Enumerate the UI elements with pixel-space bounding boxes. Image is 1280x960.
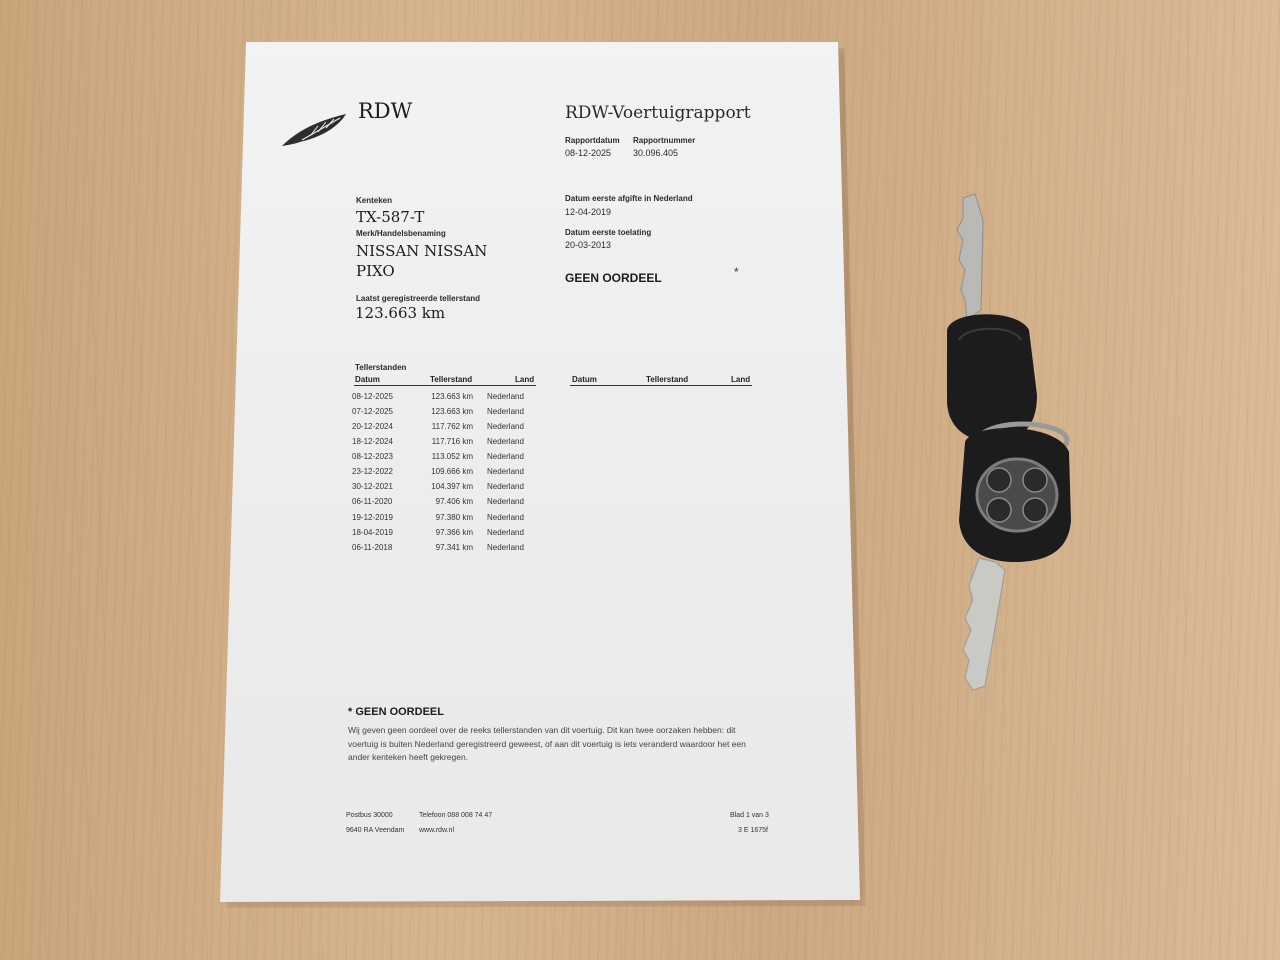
row-date: 08-12-2023 [352, 452, 393, 461]
row-country: Nederland [487, 452, 524, 461]
row-date: 06-11-2018 [352, 543, 393, 552]
col-reading-header-right: Tellerstand [646, 375, 689, 384]
col-date-header-right: Datum [572, 375, 597, 384]
row-country: Nederland [487, 407, 524, 416]
table-rule-left [354, 385, 536, 386]
row-km: 97.366 km [435, 528, 473, 537]
row-date: 06-11-2020 [352, 497, 393, 506]
report-number: 30.096.405 [633, 148, 679, 158]
note-line-1: Wij geven geen oordeel over de reeks tellerstanden van dit voertuig. Dit kan twee oorzaken hebben: dit [348, 725, 736, 735]
table-row [352, 407, 542, 422]
row-date: 23-12-2022 [352, 467, 393, 476]
report-date: 08-12-2025 [565, 148, 612, 158]
row-date: 19-12-2019 [352, 513, 393, 522]
make-line-1: NISSAN NISSAN [356, 242, 488, 260]
report-number-label: Rapportnummer [633, 136, 696, 145]
plate-label: Kenteken [356, 196, 393, 205]
odometer-value: 123.663 km [355, 304, 446, 322]
table-row [352, 452, 542, 467]
row-country: Nederland [487, 497, 524, 506]
col-country-header-right: Land [731, 375, 751, 384]
table-row [352, 392, 542, 407]
footer-page: Blad 1 van 3 [730, 812, 769, 819]
col-reading-header: Tellerstand [430, 375, 473, 384]
row-km: 117.762 km [431, 422, 473, 431]
table-row [352, 482, 542, 497]
row-country: Nederland [487, 392, 524, 401]
row-km: 113.052 km [431, 452, 473, 461]
row-country: Nederland [487, 437, 524, 446]
footer-city: 9640 RA Veendam [346, 827, 405, 834]
footer-web: www.rdw.nl [419, 827, 455, 834]
odometer-label: Laatst geregistreerde tellerstand [356, 294, 481, 303]
table-row [352, 543, 542, 558]
table-row [352, 437, 542, 452]
first-admission-label: Datum eerste toelating [565, 228, 652, 237]
row-date: 08-12-2025 [352, 392, 393, 401]
org-name: RDW [358, 99, 413, 123]
row-date: 20-12-2024 [352, 422, 393, 431]
verdict: GEEN OORDEEL [565, 271, 662, 285]
verdict-mark: * [734, 265, 739, 279]
row-country: Nederland [487, 467, 524, 476]
table-row [352, 497, 542, 512]
row-date: 30-12-2021 [352, 482, 393, 491]
make-line-2: PIXO [356, 262, 395, 280]
car-key-icon [925, 190, 1075, 700]
first-admission-date: 20-03-2013 [565, 240, 612, 250]
col-date-header: Datum [355, 375, 380, 384]
row-date: 07-12-2025 [352, 407, 393, 416]
footer-postbus: Postbus 30000 [346, 812, 393, 819]
row-date: 18-12-2024 [352, 437, 393, 446]
col-country-header: Land [515, 375, 535, 384]
first-nl-date: 12-04-2019 [565, 207, 612, 217]
row-km: 97.341 km [435, 543, 473, 552]
note-line-3: ander kenteken heeft gekregen. [348, 752, 469, 762]
table-row [352, 528, 542, 543]
plate: TX-587-T [356, 208, 425, 226]
report-date-label: Rapportdatum [565, 136, 620, 145]
row-km: 97.380 km [435, 513, 473, 522]
footer-phone: Telefoon 088 008 74 47 [419, 812, 493, 819]
row-country: Nederland [487, 422, 524, 431]
footer-code: 3 E 1675f [738, 827, 768, 834]
table-row [352, 513, 542, 528]
make-label: Merk/Handelsbenaming [356, 229, 446, 238]
first-nl-label: Datum eerste afgifte in Nederland [565, 194, 693, 203]
row-km: 104.397 km [431, 482, 473, 491]
row-country: Nederland [487, 528, 524, 537]
row-km: 109.666 km [431, 467, 473, 476]
report-title: RDW-Voertuigrapport [565, 103, 751, 123]
table-row [352, 467, 542, 482]
row-country: Nederland [487, 513, 524, 522]
row-km: 117.716 km [431, 437, 473, 446]
row-km: 123.663 km [431, 407, 473, 416]
table-rule-right [570, 385, 752, 386]
note-line-2: voertuig is buiten Nederland geregistreerd geweest, of aan dit voertuig is iets veranderd waardoor het een [348, 739, 746, 749]
row-country: Nederland [487, 482, 524, 491]
row-km: 123.663 km [431, 392, 473, 401]
row-date: 18-04-2019 [352, 528, 393, 537]
rdw-feather-logo-icon [280, 112, 348, 148]
row-country: Nederland [487, 543, 524, 552]
readings-title: Tellerstanden [355, 363, 407, 372]
table-row [352, 422, 542, 437]
row-km: 97.406 km [435, 497, 473, 506]
note-title: * GEEN OORDEEL [348, 706, 444, 718]
